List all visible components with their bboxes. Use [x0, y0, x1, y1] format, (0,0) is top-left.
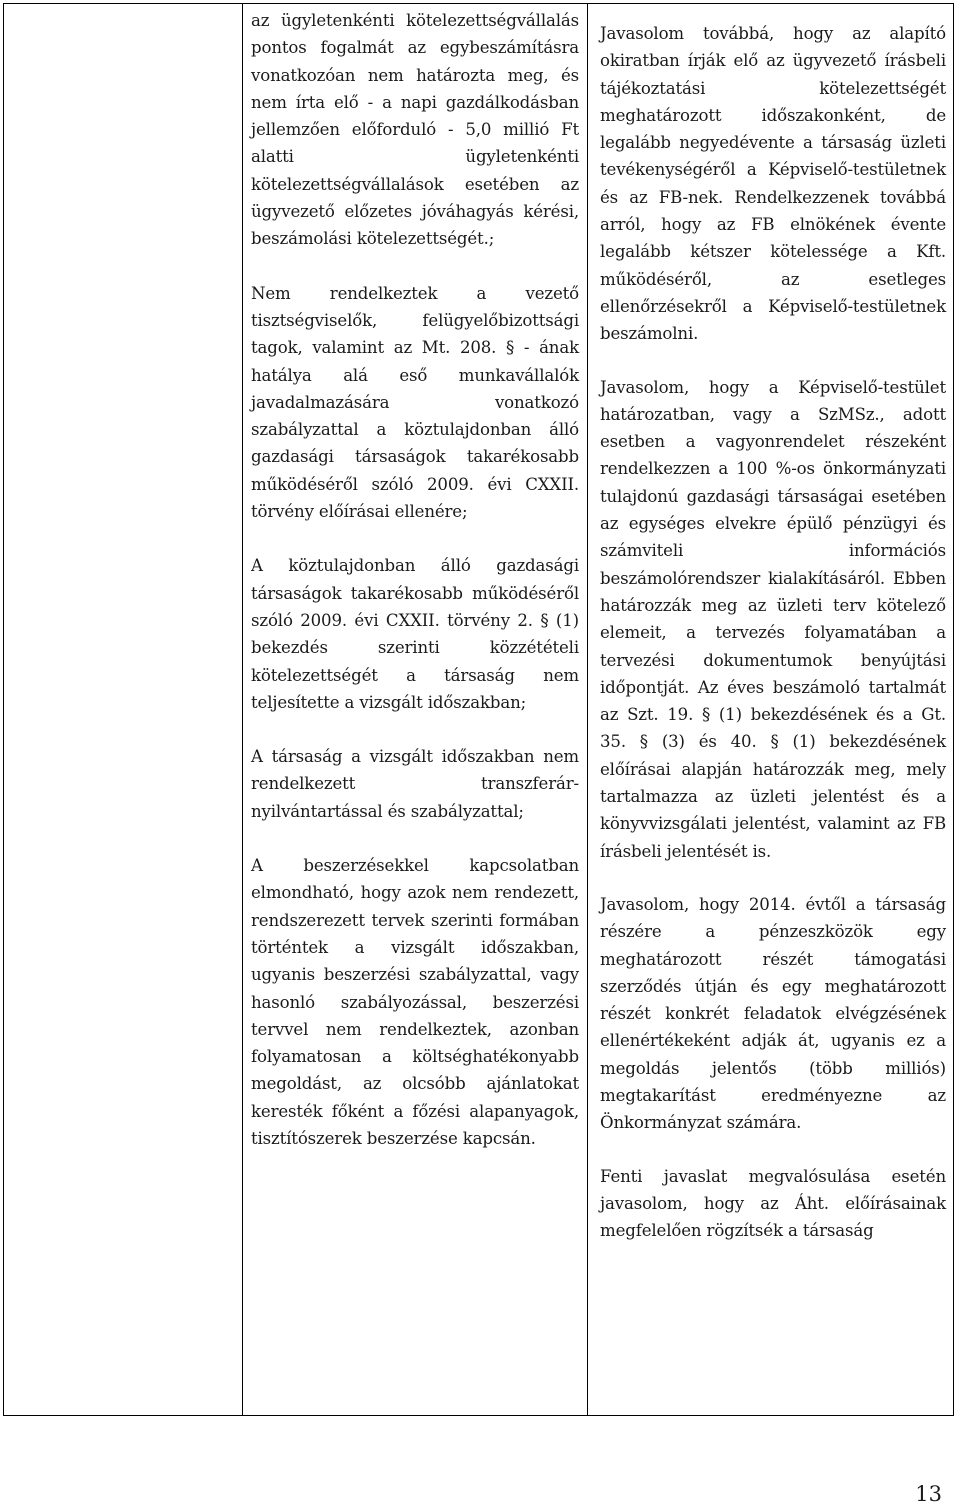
- recommendation-paragraph: Javasolom továbbá, hogy az alapító okiratban írják elő az ügyvezető írásbeli tájékoztatási kötelezettségét meghatározott időszakonként, de legalább negyedévente a társaság üzleti tevékenységéről a Képviselő-testületnek és az FB-nek. Rendelkezzenek továbbá arról, hogy az FB elnökének évente legalább kétszer kötelessége a Kft. működéséről, az esetleges ellenőrzésekről a Képviselő-testületnek beszámolni.: [600, 24, 946, 344]
- finding-paragraph: Nem rendelkeztek a vezető tisztségviselők, felügyelőbizottsági tagok, valamint az Mt. 208. § - ának hatálya alá eső munkavállalók javadalmazására vonatkozó szabályzattal a köztulajdonban álló gazdasági társaságok takarékosabb működéséről szóló 2009. évi CXXII. törvény előírásai ellenére;: [251, 283, 579, 522]
- empty-left-column: [4, 4, 243, 1415]
- audit-findings-table: [3, 3, 954, 1416]
- finding-paragraph: A köztulajdonban álló gazdasági társaságok takarékosabb működéséről szóló 2009. évi CXXII. törvény 2. § (1) bekezdés szerinti közzétételi kötelezettségét a társaság nem teljesítette a vizsgált időszakban;: [251, 556, 579, 712]
- recommendation-paragraph: Fenti javaslat megvalósulása esetén javasolom, hogy az Áht. előírásainak megfelelően rögzítsék a társaság: [600, 1166, 946, 1241]
- finding-paragraph: A beszerzésekkel kapcsolatban elmondható, hogy azok nem rendezett, rendszerezett tervek szerinti formában történtek a vizsgált időszakban, ugyanis beszerzési szabályzattal, vagy hasonló szabályozással, beszerzési tervvel nem rendelkeztek, azonban folyamatosan a költséghatékonyabb megoldást, az olcsóbb ajánlatokat keresték főként a főzési alapanyagok, tisztítószerek beszerzése kapcsán.: [251, 856, 579, 1148]
- page-number: 13: [915, 1482, 942, 1506]
- recommendations-column: [588, 4, 953, 1415]
- findings-column: [243, 4, 588, 1415]
- recommendation-paragraph: Javasolom, hogy 2014. évtől a társaság részére a pénzeszközök egy meghatározott részét támogatási szerződés útján és egy meghatározott részét konkrét feladatok elvégzésének ellenértékeként adják át, ugyanis ez a megoldás jelentős (több milliós) megtakarítást eredményezne az Önkormányzat számára.: [600, 894, 946, 1133]
- finding-paragraph: az ügyletenkénti kötelezettségvállalás pontos fogalmát az egybeszámításra vonatkozóan nem határozta meg, és nem írta elő - a napi gazdálkodásban jellemzően előforduló - 5,0 millió Ft alatti ügyletenkénti kötelezettségvállalások esetében az ügyvezető előzetes jóváhagyás kérési, beszámolási kötelezettségét.;: [251, 11, 579, 249]
- finding-paragraph: A társaság a vizsgált időszakban nem rendelkezett transzferár-nyilvántartással és szabályzattal;: [251, 747, 579, 821]
- recommendation-paragraph: Javasolom, hogy a Képviselő-testület határozatban, vagy a SzMSz., adott esetben a vagyonrendelet részeként rendelkezzen a 100 %-os önkormányzati tulajdonú gazdasági társaságai esetében az egységes elvekre épülő pénzügyi és számviteli információs beszámolórendszer kialakításáról. Ebben határozzák meg az üzleti terv kötelező elemeit, a tervezés folyamatában a tervezési dokumentumok benyújtási időpontját. Az éves beszámoló tartalmát az Szt. 19. § (1) bekezdésének és a Gt. 35. § (3) és 40. § (1) bekezdésének előírásai alapján határozzák meg, mely tartalmazza az üzleti jelentést és a könyvvizsgálati jelentést, valamint az FB írásbeli jelentését is.: [600, 377, 946, 861]
